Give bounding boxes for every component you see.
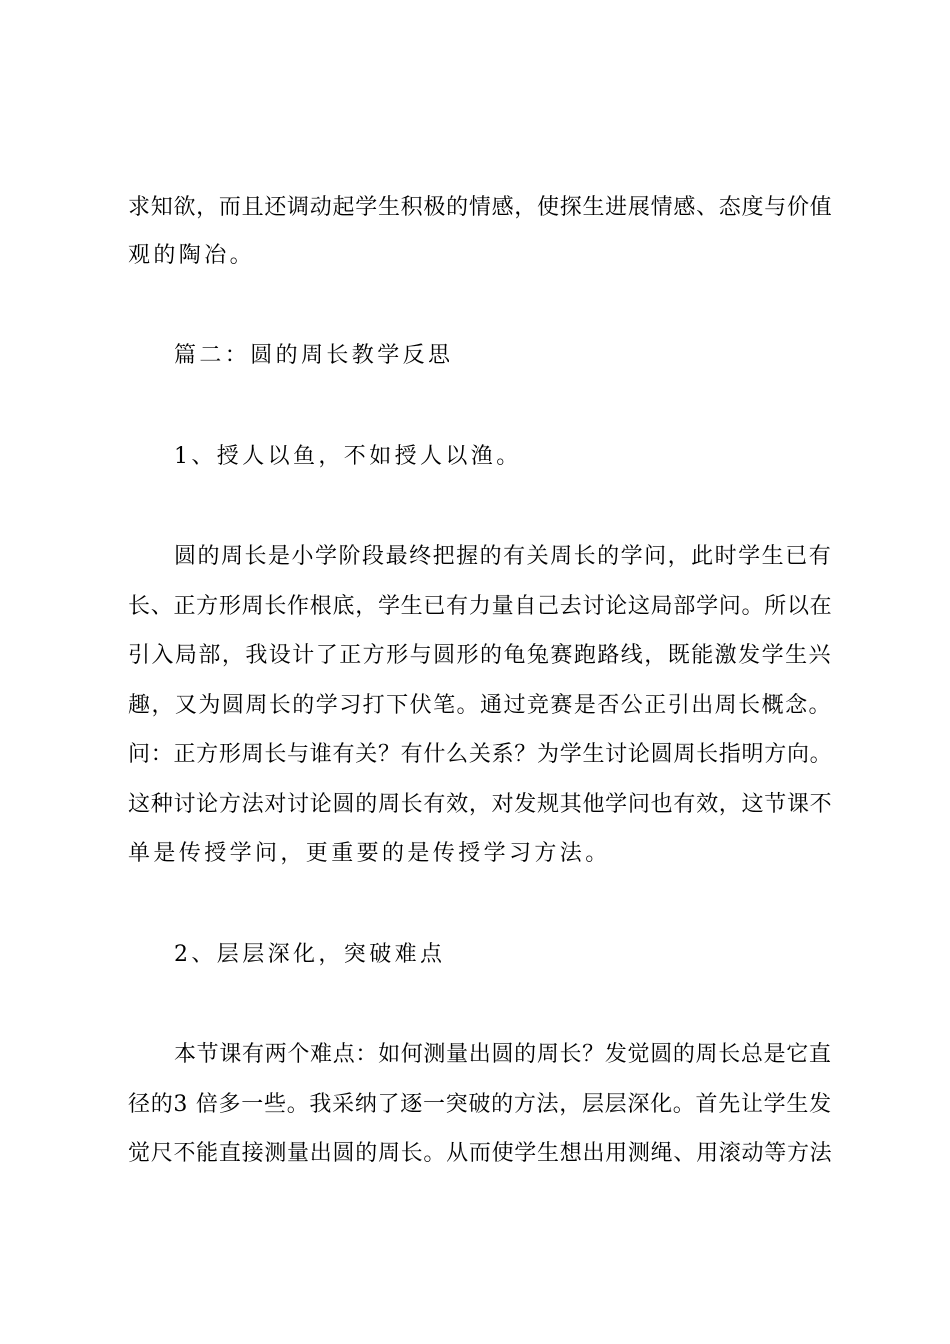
paragraph-line: 求知欲，而且还调动起学生积极的情感，使探生进展情感、态度与价值 <box>128 195 833 220</box>
paragraph-line: 径的3 倍多一些。我采纳了逐一突破的方法，层层深化。首先让学生发 <box>128 1092 832 1117</box>
paragraph-line: 问：正方形周长与谁有关？有什么关系？为学生讨论圆周长指明方向。 <box>128 742 833 767</box>
paragraph-line: 长、正方形周长作根底，学生已有力量自己去讨论这局部学问。所以在 <box>128 594 833 619</box>
paragraph-line: 这种讨论方法对讨论圆的周长有效，对发规其他学问也有效，这节课不 <box>128 792 833 817</box>
paragraph-line: 圆的周长是小学阶段最终把握的有关周长的学问，此时学生已有 <box>174 544 833 569</box>
subheading: 1、授人以鱼，不如授人以渔。 <box>174 444 522 469</box>
paragraph-line: 单是传授学问，更重要的是传授学习方法。 <box>128 841 611 866</box>
section-title: 篇二：圆的周长教学反思 <box>174 343 454 368</box>
paragraph-line: 本节课有两个难点：如何测量出圆的周长？发觉圆的周长总是它直 <box>174 1042 832 1067</box>
subheading: 2、层层深化，突破难点 <box>174 942 446 967</box>
paragraph-line: 引入局部，我设计了正方形与圆形的龟兔赛跑路线，既能激发学生兴 <box>128 643 833 668</box>
paragraph-line: 觉尺不能直接测量出圆的周长。从而使学生想出用测绳、用滚动等方法 <box>128 1141 833 1166</box>
paragraph-line: 观的陶冶。 <box>128 243 256 268</box>
paragraph-line: 趣，又为圆周长的学习打下伏笔。通过竞赛是否公正引出周长概念。 <box>128 693 833 718</box>
